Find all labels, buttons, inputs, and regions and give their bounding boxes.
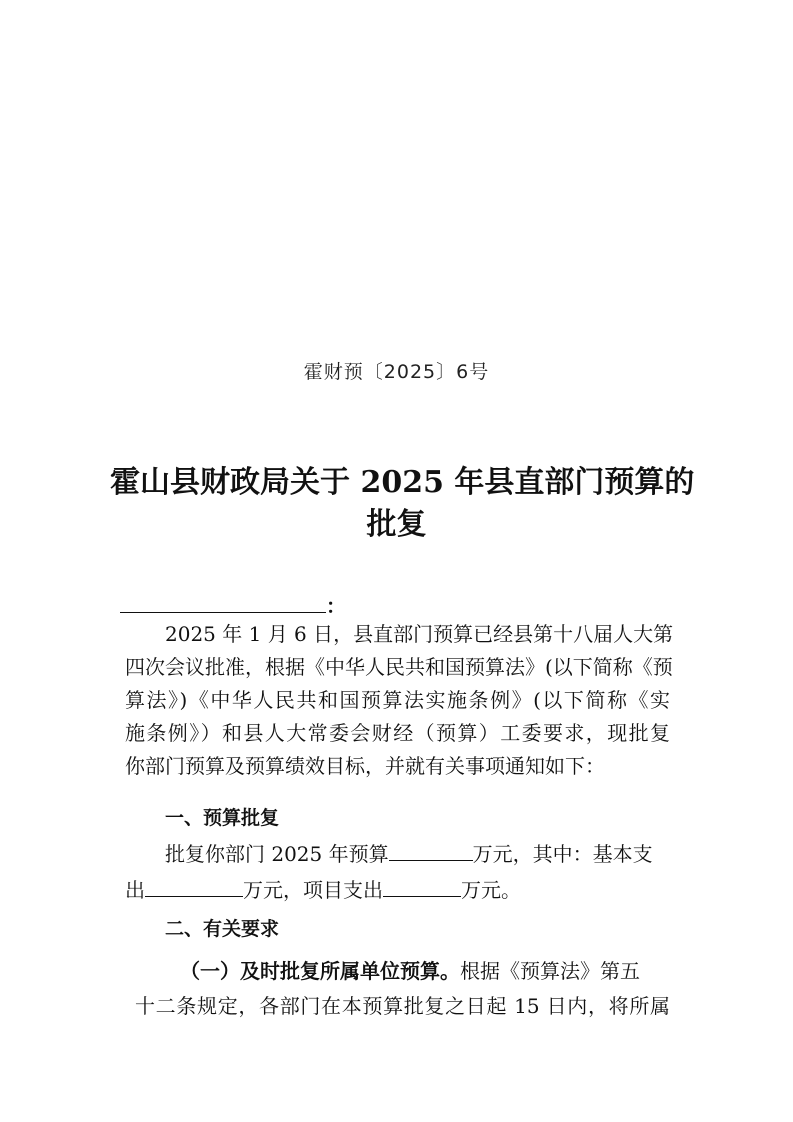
- total-budget-blank: [389, 840, 473, 861]
- paragraph1-line-1: 2025 年 1 月 6 日，县直部门预算已经县第十八届人大第: [165, 622, 674, 646]
- title-line-2: 批复: [366, 507, 427, 542]
- basic-expenditure-blank: [145, 876, 243, 897]
- section1-line-1: [165, 840, 670, 868]
- project-expenditure-blank: [383, 876, 461, 897]
- addressee-blank: [120, 594, 326, 613]
- addressee-colon: ：: [326, 594, 346, 618]
- paragraph1-line-2: 四次会议批准，根据《中华人民共和国预算法》(以下简称《预: [125, 655, 673, 679]
- section2-heading: 二、有关要求: [165, 918, 280, 940]
- paragraph1-line-3: 算法》)《中华人民共和国预算法实施条例》(以下简称《实: [125, 688, 670, 712]
- section1-line2-text-c: 万元。: [461, 878, 521, 902]
- section2-sub1-line-1: [180, 957, 670, 985]
- document-number: 霍财预〔2025〕6号: [303, 361, 490, 383]
- section2-sub1-heading: （一）及时批复所属单位预算。: [180, 959, 460, 983]
- section1-line-2: [125, 876, 670, 904]
- section2-sub1-text: 根据《预算法》第五: [460, 959, 640, 983]
- paragraph1-line-4: 施条例》）和县人大常委会财经（预算）工委要求，现批复: [125, 721, 670, 745]
- document-title: [110, 462, 695, 546]
- section1-line2-text-b: 万元，项目支出: [243, 878, 383, 902]
- section1-line2-text-a: 出: [125, 878, 145, 902]
- section1-line1-text-a: 批复你部门 2025 年预算: [165, 842, 389, 866]
- section1-line1-text-b: 万元，其中：基本支: [472, 842, 653, 866]
- section1-heading: 一、预算批复: [165, 807, 280, 829]
- paragraph1-line-5: 你部门预算及预算绩效目标，并就有关事项通知如下：: [125, 754, 605, 778]
- addressee-line: [120, 590, 346, 619]
- title-line-1: 霍山县财政局关于 2025 年县直部门预算的: [110, 465, 695, 500]
- section2-sub1-line-2: 十二条规定，各部门在本预算批复之日起 15 日内，将所属: [135, 994, 670, 1018]
